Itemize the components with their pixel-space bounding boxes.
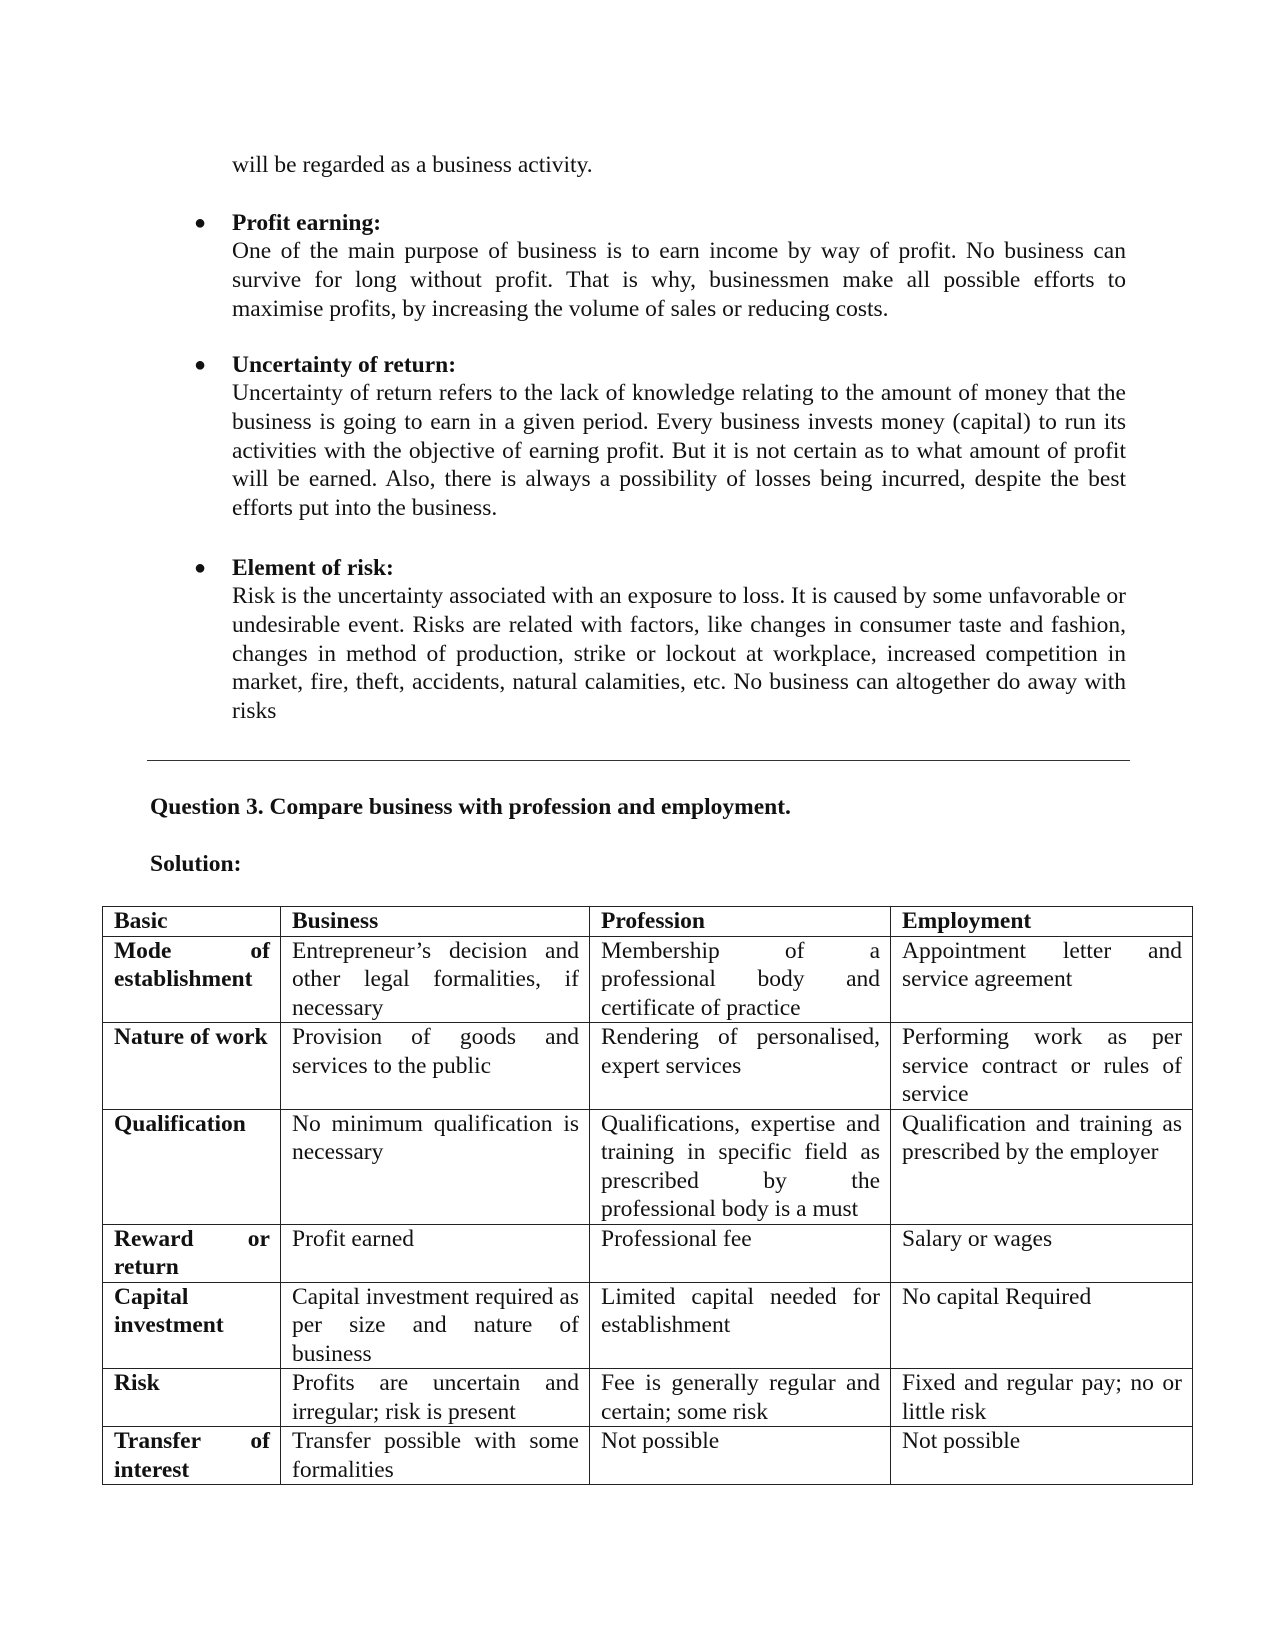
bullet-body: One of the main purpose of business is to earn income by way of profit. No business can survive for long without profit. That is why, businessmen make all possible efforts to maximise profits, by increasing the volume of sales or reducing costs. (232, 238, 1126, 322)
horizontal-divider (147, 760, 1130, 761)
table-row (103, 936, 1193, 1023)
profession-cell: Membership of a professional body and certificate of practice (590, 936, 891, 1023)
bullet-profit-earning (194, 209, 1126, 323)
business-cell: Transfer possible with some formalities (281, 1427, 590, 1485)
basis-cell: Qualification (103, 1109, 281, 1224)
basis-cell: Nature of work (103, 1023, 281, 1110)
bullet-element-of-risk (194, 554, 1126, 726)
basis-cell: Capital investment (103, 1282, 281, 1369)
bullet-body: Uncertainty of return refers to the lack of knowledge relating to the amount of money that the business is going to earn in a given period. Every business invests money (capital) to run its activities with the objective of earning profit. But it is not certain as to what amount of profit will be earned. Also, there is always a possibility of losses being incurred, despite the best efforts put into the business. (232, 380, 1126, 522)
profession-cell: Qualifications, expertise and training in specific field as prescribed by the professional body is a must (590, 1109, 891, 1224)
bullet-dot-icon: ● (194, 212, 207, 234)
bullet-dot-icon: ● (194, 354, 207, 376)
comparison-table (102, 906, 1193, 1485)
continuation-text: will be regarded as a business activity. (232, 152, 593, 178)
bullet-title: Profit earning: (232, 210, 382, 236)
business-cell: No minimum qualification is necessary (281, 1109, 590, 1224)
bullet-title: Uncertainty of return: (232, 352, 457, 378)
basis-cell: Risk (103, 1369, 281, 1427)
basis-cell: Reward or return (103, 1224, 281, 1282)
table-row (103, 1427, 1193, 1485)
bullet-dot-icon: ● (194, 557, 207, 579)
header-cell: Basic (103, 907, 281, 937)
profession-cell: Not possible (590, 1427, 891, 1485)
header-cell: Employment (891, 907, 1193, 937)
header-cell: Profession (590, 907, 891, 937)
employment-cell: Appointment letter and service agreement (891, 936, 1193, 1023)
basis-cell: Mode of establishment (103, 936, 281, 1023)
header-cell: Business (281, 907, 590, 937)
business-cell: Profit earned (281, 1224, 590, 1282)
profession-cell: Rendering of personalised, expert services (590, 1023, 891, 1110)
basis-cell: Transfer of interest (103, 1427, 281, 1485)
profession-cell: Fee is generally regular and certain; some risk (590, 1369, 891, 1427)
employment-cell: No capital Required (891, 1282, 1193, 1369)
table-row (103, 1224, 1193, 1282)
bullet-title: Element of risk: (232, 555, 394, 581)
business-cell: Entrepreneur’s decision and other legal formalities, if necessary (281, 936, 590, 1023)
profession-cell: Limited capital needed for establishment (590, 1282, 891, 1369)
table-row (103, 1282, 1193, 1369)
question-heading: Question 3. Compare business with profession and employment. (150, 794, 791, 820)
table-row (103, 1109, 1193, 1224)
table-row (103, 1369, 1193, 1427)
employment-cell: Fixed and regular pay; no or little risk (891, 1369, 1193, 1427)
table-header-row (103, 907, 1193, 937)
business-cell: Capital investment required as per size and nature of business (281, 1282, 590, 1369)
business-cell: Provision of goods and services to the public (281, 1023, 590, 1110)
bullet-uncertainty-of-return (194, 351, 1126, 523)
profession-cell: Professional fee (590, 1224, 891, 1282)
bullet-body: Risk is the uncertainty associated with an exposure to loss. It is caused by some unfavorable or undesirable event. Risks are related with factors, like changes in consumer taste and fashion, changes in method of production, strike or lockout at workplace, increased competition in market, fire, theft, accidents, natural calamities, etc. No business can altogether do away with risks (232, 583, 1126, 725)
employment-cell: Qualification and training as prescribed by the employer (891, 1109, 1193, 1224)
employment-cell: Performing work as per service contract or rules of service (891, 1023, 1193, 1110)
solution-label: Solution: (150, 851, 242, 877)
business-cell: Profits are uncertain and irregular; risk is present (281, 1369, 590, 1427)
employment-cell: Salary or wages (891, 1224, 1193, 1282)
table-row (103, 1023, 1193, 1110)
employment-cell: Not possible (891, 1427, 1193, 1485)
